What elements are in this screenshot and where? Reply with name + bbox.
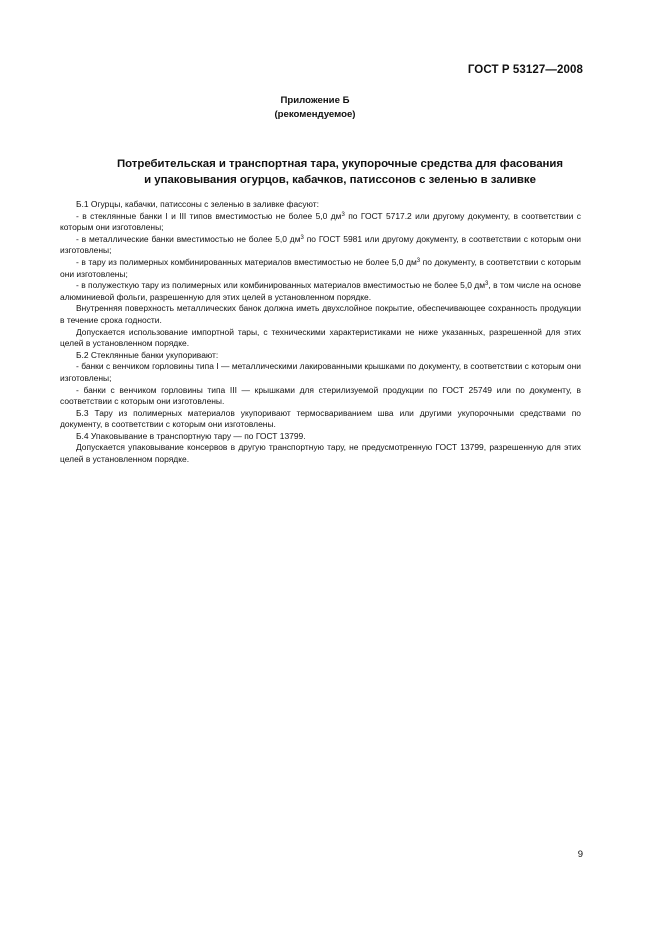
text-segment: - в стеклянные банки I и III типов вместимостью не более 5,0 дм (76, 210, 342, 221)
body-text (60, 199, 581, 466)
appendix-title: Приложение Б (280, 95, 350, 106)
text-segment: - в полужесткую тару из полимерных или комбинированных материалов вместимостью не более 5,0 дм (76, 280, 486, 291)
paragraph-imported-containers: Допускается использование импортной тары, с техническими характеристиками не ниже указанных, разрешенной для этих целей в установленном порядке. (60, 326, 581, 349)
page-number: 9 (577, 849, 583, 860)
paragraph-inner-coating: Внутренняя поверхность металлических банок должна иметь двухслойное покрытие, обеспечивающее сохранность продукции в течение срока годности. (60, 303, 581, 325)
paragraph-polymer-containers (60, 257, 581, 280)
section-title-line-1: Потребительская и транспортная тара, укупорочные средства для фасования (116, 158, 564, 170)
paragraph-metal-cans (60, 234, 581, 257)
cube-superscript: 3 (485, 281, 489, 288)
section-title (60, 157, 620, 188)
paragraph-glass-jars (60, 211, 581, 234)
text-segment: по документу, в соответствии с которым они изготовлены; (60, 256, 581, 279)
paragraph-type-iii-closure: - банки с венчиком горловины типа III — крышками для стерилизуемой продукции по ГОСТ 25749 или по документу, в соответствии с которым они изготовлены. (60, 384, 581, 407)
appendix-heading (0, 94, 630, 122)
appendix-status: (рекомендуемое) (274, 109, 356, 120)
paragraph-b3: Б.3 Тару из полимерных материалов укупоривают термосвариванием шва или другими укупорочными средствами по документу, в соответствии с которым они изготовлены. (60, 407, 581, 430)
paragraph-type-i-closure: - банки с венчиком горловины типа I — металлическими лакированными крышками по документу, в соответствии с которым они изготовлены; (60, 361, 581, 383)
paragraph-b1: Б.1 Огурцы, кабачки, патиссоны с зеленью в заливке фасуют: (76, 199, 319, 209)
paragraph-b2: Б.2 Стеклянные банки укупоривают: (76, 349, 219, 360)
text-segment: по ГОСТ 5981 или другому документу, в соответствии с которым они изготовлены; (60, 233, 581, 256)
cube-superscript: 3 (300, 234, 304, 241)
text-segment: - в тару из полимерных комбинированных материалов вместимостью не более 5,0 дм (76, 256, 417, 267)
cube-superscript: 3 (416, 257, 421, 264)
paragraph-semi-rigid-containers (60, 280, 581, 303)
text-segment: - в металлические банки вместимостью не более 5,0 дм (76, 233, 301, 244)
document-standard-number: ГОСТ Р 53127—2008 (467, 64, 583, 76)
cube-superscript: 3 (341, 211, 345, 218)
text-segment: , в том числе на основе алюминиевой фольги, разрешенную для этих целей в установленном порядке. (60, 280, 582, 302)
paragraph-other-transport-packaging: Допускается упаковывание консервов в другую транспортную тару, не предусмотренную ГОСТ 13799, разрешенную для этих целей в установленном порядке. (60, 442, 581, 465)
paragraph-b4: Б.4 Упаковывание в транспортную тару — по ГОСТ 13799. (76, 430, 306, 441)
text-segment: по ГОСТ 5717.2 или другому документу, в соответствии с которым они изготовлены; (60, 210, 581, 233)
section-title-line-2: и упаковывания огурцов, кабачков, патиссонов с зеленью в заливке (144, 173, 536, 186)
